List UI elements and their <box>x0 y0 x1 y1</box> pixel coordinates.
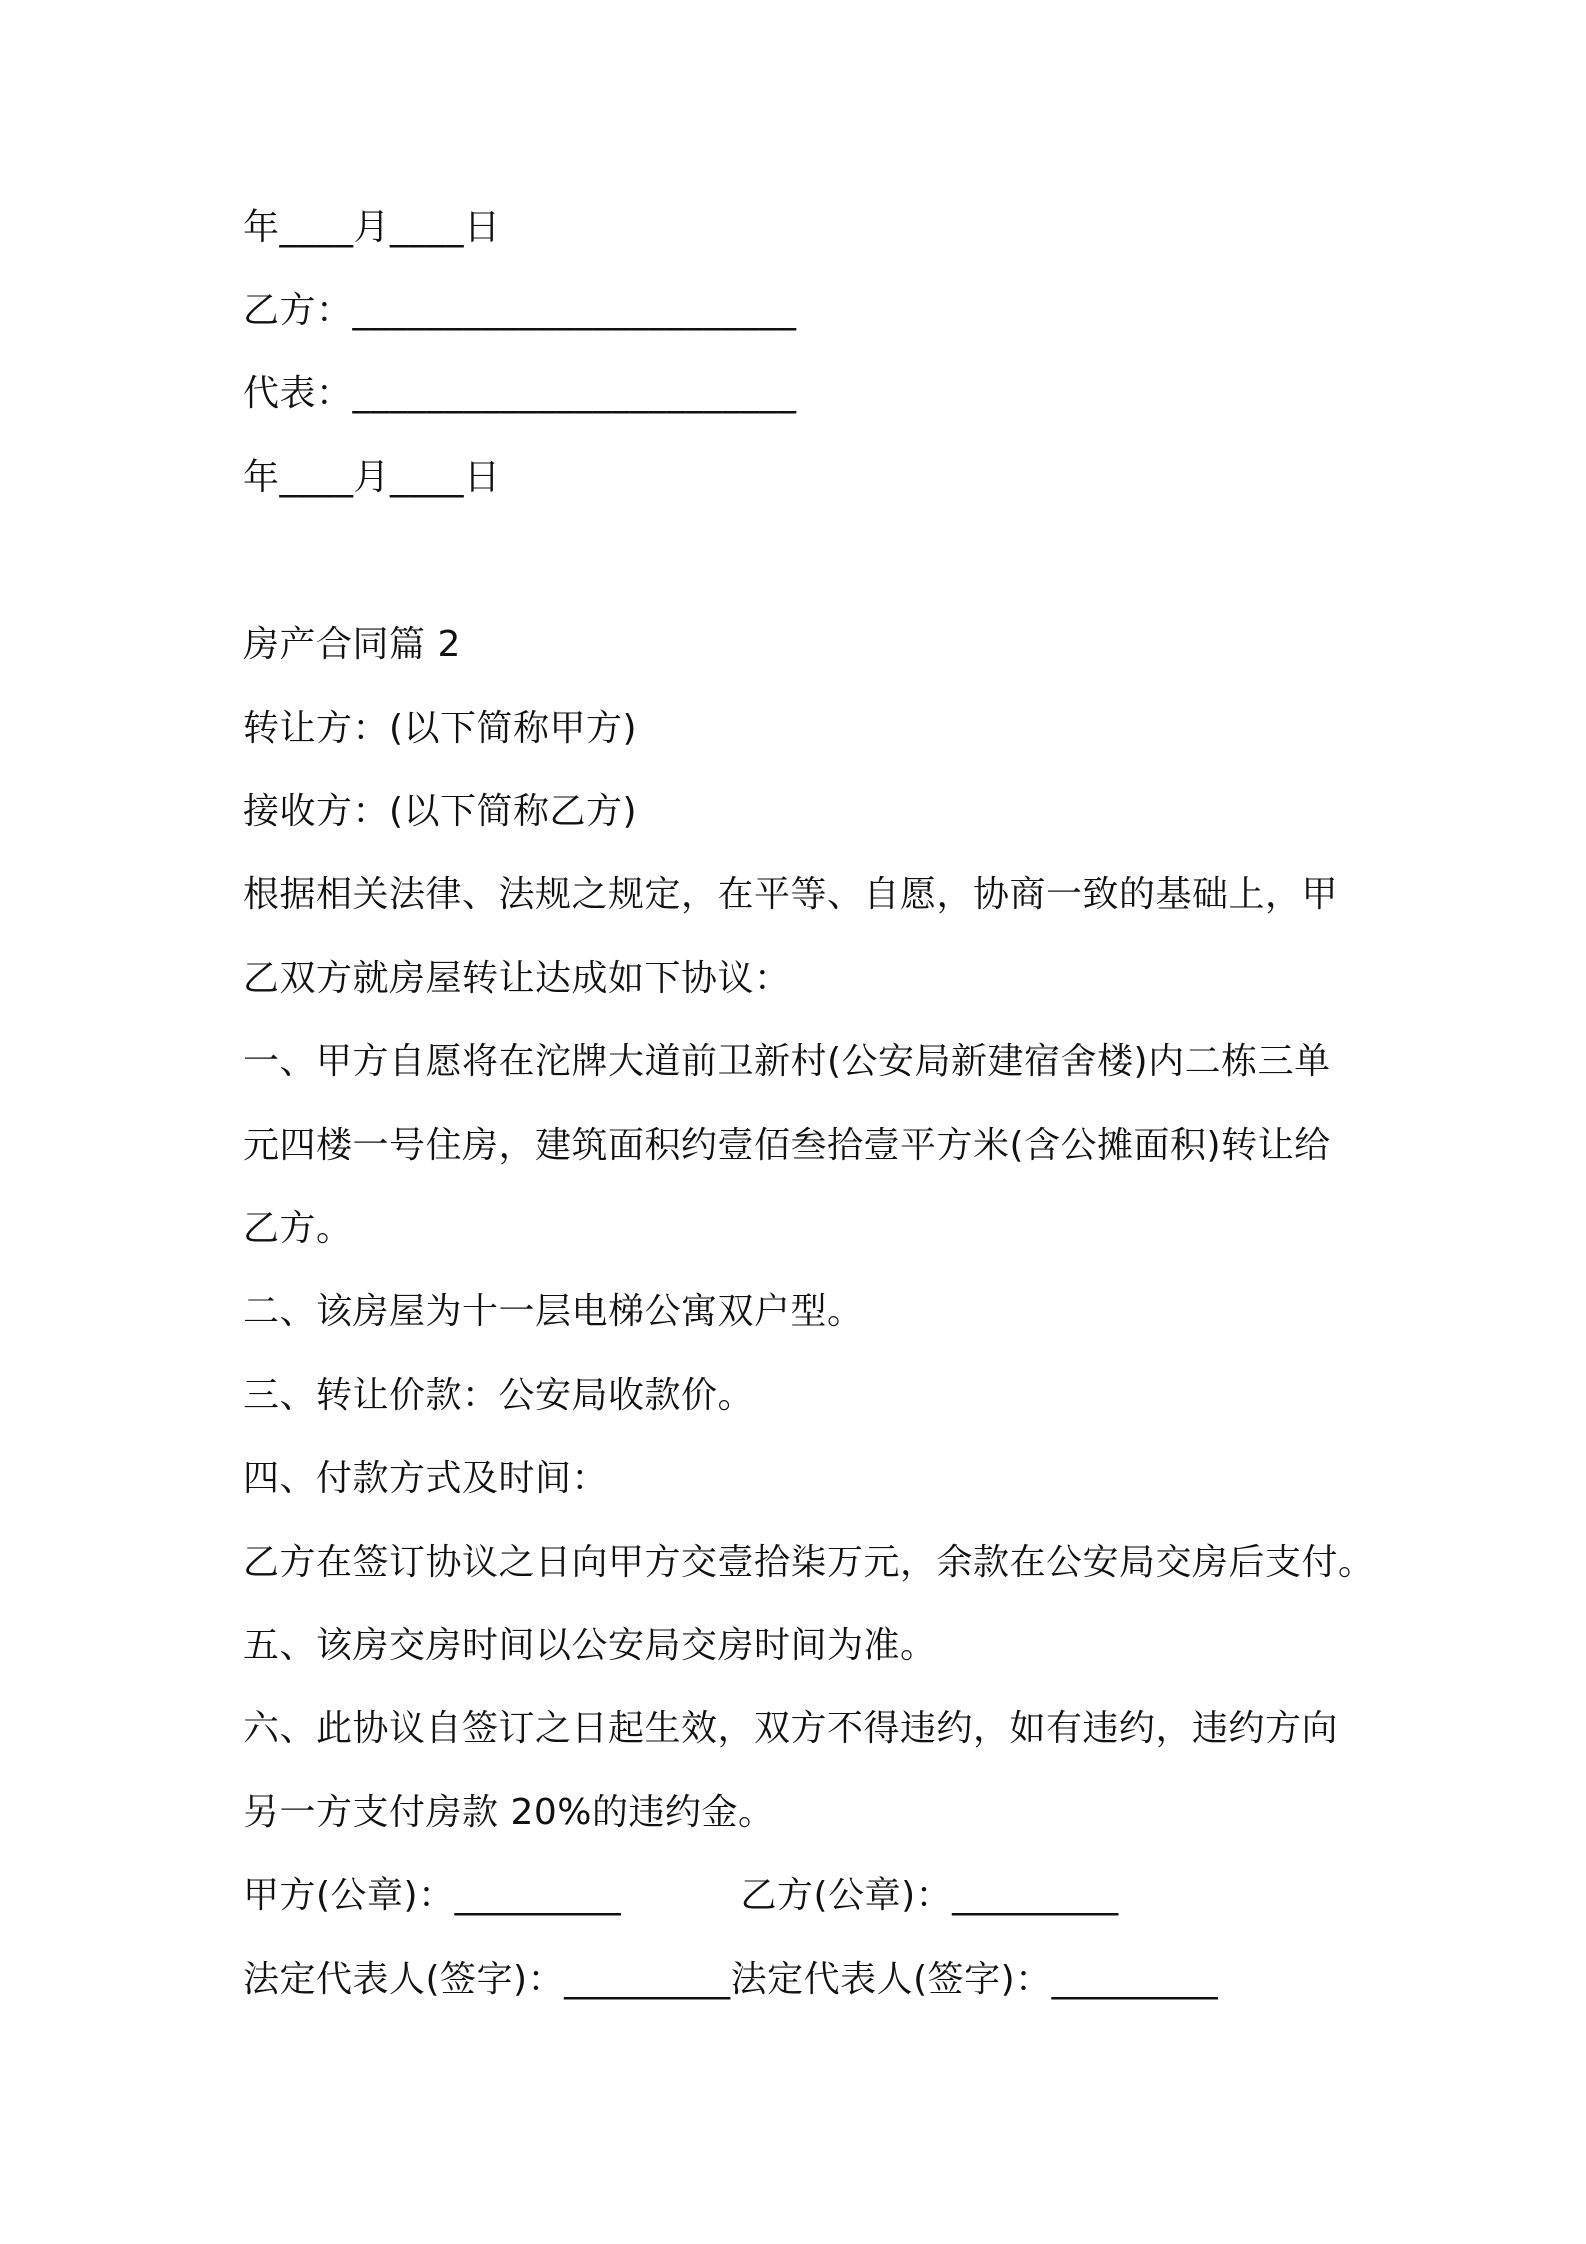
payment-line: 乙方在签订协议之日向甲方交壹拾柒万元，余款在公安局交房后支付。 <box>243 1542 1375 1583</box>
clause-6-line-1: 六、此协议自签订之日起生效，双方不得违约，如有违约，违约方向 <box>243 1708 1339 1749</box>
preamble-line-2: 乙双方就房屋转让达成如下协议： <box>243 958 791 999</box>
signature-line: 法定代表人(签字)：_________法定代表人(签字)：_________ <box>243 1959 1219 2000</box>
seal-line: 甲方(公章)：_________ 乙方(公章)：_________ <box>243 1875 1119 1916</box>
section-title: 房产合同篇 2 <box>243 624 461 665</box>
clause-4: 四、付款方式及时间： <box>243 1458 609 1499</box>
clause-6-line-2: 另一方支付房款 20%的违约金。 <box>243 1792 775 1833</box>
date-line-1: 年____月____日 <box>243 207 501 248</box>
representative-line: 代表：________________________ <box>243 373 797 414</box>
transferor-line: 转让方：(以下简称甲方) <box>243 708 638 749</box>
clause-1-line-2: 元四楼一号住房，建筑面积约壹佰叁拾壹平方米(含公摊面积)转让给 <box>243 1125 1331 1166</box>
clause-1-line-3: 乙方。 <box>243 1208 353 1249</box>
preamble-line-1: 根据相关法律、法规之规定，在平等、自愿，协商一致的基础上，甲 <box>243 874 1339 915</box>
clause-2: 二、该房屋为十一层电梯公寓双户型。 <box>243 1291 864 1332</box>
clause-3: 三、转让价款：公安局收款价。 <box>243 1375 755 1416</box>
date-line-2: 年____月____日 <box>243 457 501 498</box>
clause-5: 五、该房交房时间以公安局交房时间为准。 <box>243 1625 937 1666</box>
party-b-line: 乙方：________________________ <box>243 290 797 331</box>
clause-1-line-1: 一、甲方自愿将在沱牌大道前卫新村(公安局新建宿舍楼)内二栋三单 <box>243 1041 1331 1082</box>
receiver-line: 接收方：(以下简称乙方) <box>243 791 638 832</box>
